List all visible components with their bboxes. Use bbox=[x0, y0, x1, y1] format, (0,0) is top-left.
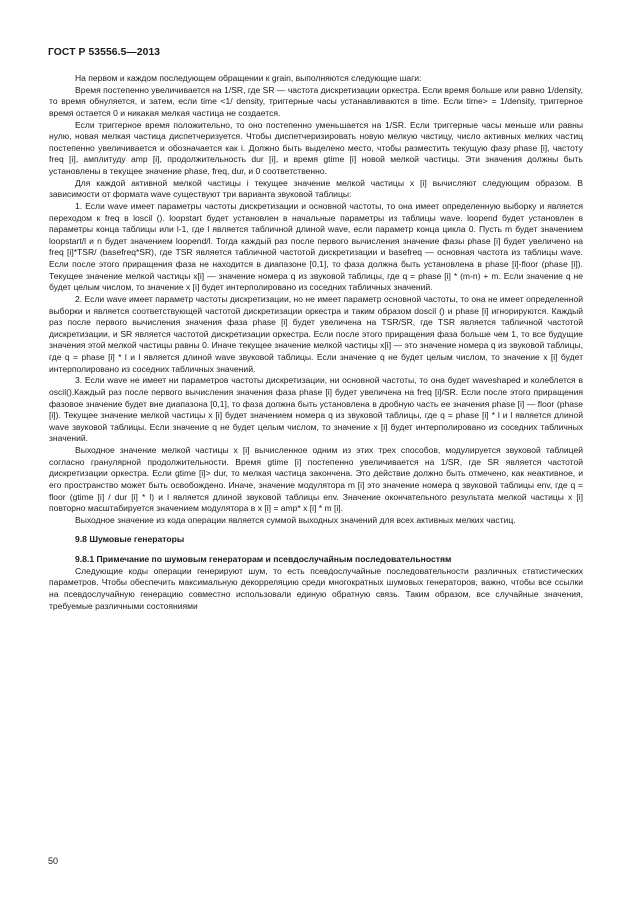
section-heading: 9.8 Шумовые генераторы bbox=[75, 534, 185, 545]
subsection-heading: 9.8.1 Примечание по шумовым генераторам и псевдослучайным последовательностям bbox=[75, 554, 452, 564]
paragraph: На первом и каждом последующем обращении к grain, выполняются следующие шаги: bbox=[75, 73, 422, 83]
document-header: ГОСТ Р 53556.5—2013 bbox=[48, 47, 161, 58]
page-number: 50 bbox=[48, 856, 59, 866]
paragraph: Выходное значение мелкой частицы x [i] вычисленное одним из этих трех способов, модулируется звуковой таблицей согласно гранулярной продолжительности. Время gtime [i] постепенно увеличивается на 1/SR, где SR является частотой дискретизации оркестра. Если gtime [i]> dur, то мелкая частица закончена. Это действие должно быть отмечено, как неактивное, и его пространство может быть освобождено. Иначе, значение модулятора m [i] это значение номера q звуковой таблицы env, где q = floor (gtime [i] / dur [i] * l) и l является длиной звуковой таблицы env. Значение окончательного результата мелкой частицы x [i] повторно масштабируется значением модулятора в x [i] = amp* x [i] * m [i]. bbox=[49, 445, 583, 514]
paragraph: Время постепенно увеличивается на 1/SR, где SR — частота дискретизации оркестра. Если время больше или равно 1/density, то время обнуляется, и затем, если time <1/ density, триггерные часы устанавливаются в time. Если time> = 1/density, триггерное время остается 0 и никакая мелкая частица не создается. bbox=[49, 84, 583, 118]
paragraph: Для каждой активной мелкой частицы i текущее значение мелкой частицы x [i] вычисляют следующим образом. В зависимости от формата wave существуют три варианта звуковой таблицы: bbox=[49, 177, 583, 200]
paragraph: 1. Если wave имеет параметры частоты дискретизации и основной частоты, то она имеет определенную выборку и является переходом к freq в loscil (). loopstart будет установлен в начальные параметры из таблицы wave. loopend будет установлен в параметры конца таблицы или l-1, где l является табличной длиной wave, если параметр конца цикла 0. Пусть m будет значением loopstart/l и n будет значением loopend/l. Тогда каждый раз после первого вычисления значение фазы phase [i] будет увеличено на freq [i]*TSR/ (basefreq*SR), где TSR является табличной частотой дискретизации и basefreq — основная частота из таблицы wave. Если после этого приращения фаза не находится в диапазоне [0,1], то фаза должна быть установлена в phase [i]-floor (phase [i]). Текущее значение мелкой частицы x[i] — значение номера q из звуковой таблицы, где q = phase [i] * (m-n) + m. Если значение q не будет целым числом, то значение x [i] будет интерполировано из соседних табличных значений. bbox=[49, 200, 583, 293]
document-body bbox=[49, 73, 583, 612]
paragraph: Если триггерное время положительно, то оно постепенно уменьшается на 1/SR. Если триггерные часы меньше или равны нулю, новая мелкая частица диспетчеризуется. Чтобы диспетчеризировать новую мелкую частицу, число активных мелких частиц постепенно увеличивается и обозначается как i. Должно быть выделено место, чтобы разместить текущую фазу phase [i], частоту freq [i], амплитуду amp [i], продолжительность dur [i], и время gtime [i] новой мелкой частицы. Эти значения должны быть установлены в текущее значение phase, freq, dur, и 0 соответственно. bbox=[49, 119, 583, 176]
paragraph: Выходное значение из кода операции является суммой выходных значений для всех активных мелких частиц. bbox=[75, 514, 516, 525]
paragraph: 3. Если wave не имеет ни параметров частоты дискретизации, ни основной частоты, то она будет waveshaped и колеблется в oscil().Каждый раз после первого вычисления значения фаза phase [i] будет увеличена на freq [i]/SR. Если после этого приращения фазовое значение будет вне диапазона [0,1], то фаза должна быть установлена в дробную часть ее значения phase [i] — floor (phase [i]). Текущее значение мелкой частицы x [i] будет значением номера q из звуковой таблицы, где q = phase [i] * l и l является длиной wave звуковой таблицы. Если значение q не будет целым числом, то значение x [i] будет интерполировано из соседних табличных значений. bbox=[49, 375, 583, 444]
paragraph: 2. Если wave имеет параметр частоты дискретизации, но не имеет параметр основной частоты, то она не имеет определенной выборки и является соответствующей частотой дискретизации оркестра и таким образом doscil () и phase [i] игнорируются. Каждый раз после первого вычисления значения фаза phase [i] будет увеличена на TSR/SR, где TSR является табличной частотой дискретизации, и SR является частотой дискретизации оркестра. Если после этого приращения фаза больше чем 1, то все будущие значения этой мелкой частицы равны 0. Иначе текущее значение мелкой частицы x[i] — это значение номера q из звуковой таблицы, где q = phase [i] * l и l является длиной wave звуковой таблицы. Если значение q не будет целым числом, то значение x [i] будет интерполировано из соседних табличных значений. bbox=[49, 293, 583, 374]
paragraph: Следующие коды операции генерируют шум, то есть псевдослучайные последовательности различных статистических параметров. Чтобы обеспечить максимальную декорреляцию среди многократных шумовых генераторов, важно, чтобы все ссылки на псевдослучайную генерацию совместно использовали единую обратную связь. Таким образом, все случайные значения, требуемые различными состояниями bbox=[49, 565, 583, 611]
